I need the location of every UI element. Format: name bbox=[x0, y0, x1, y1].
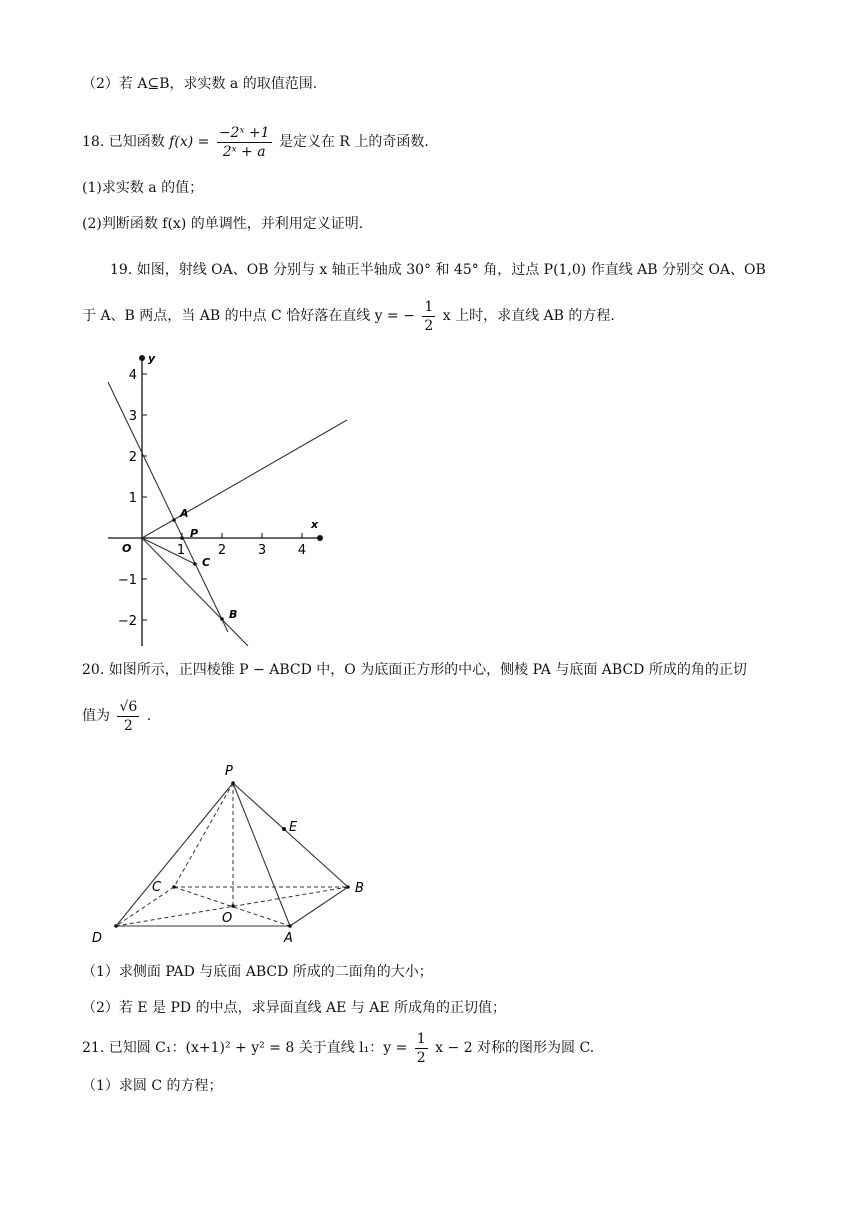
q20-line2-suffix: . bbox=[146, 708, 152, 724]
y-axis-arrow bbox=[139, 355, 145, 361]
q20-fraction bbox=[117, 698, 139, 735]
q20-frac-denominator: 2 bbox=[123, 717, 133, 734]
q21-stem-prefix: 21. 已知圆 C₁：(x+1)² + y² = 8 关于直线 l₁：y = bbox=[82, 1040, 408, 1056]
pyramid-label-D: D bbox=[92, 931, 103, 946]
q21-stem-suffix: x − 2 对称的图形为圆 C. bbox=[435, 1040, 595, 1056]
x-tick-2: 2 bbox=[217, 543, 227, 558]
point-label-A: A bbox=[180, 507, 189, 520]
q19-line2 bbox=[82, 296, 615, 336]
point-label-O: O bbox=[122, 542, 132, 555]
q19-coordinate-graph bbox=[100, 350, 360, 650]
q20-pyramid-figure bbox=[85, 758, 375, 950]
q20-line2-prefix: 值为 bbox=[82, 708, 110, 724]
point-label-C: C bbox=[202, 556, 211, 569]
x-tick-4: 4 bbox=[297, 543, 307, 558]
q18-frac-denominator: 2ˣ + a bbox=[222, 143, 266, 160]
q19-line2-suffix: x 上时，求直线 AB 的方程. bbox=[442, 308, 615, 324]
q18-frac-numerator: −2ˣ +1 bbox=[218, 124, 270, 141]
y-tick-3: 3 bbox=[128, 409, 137, 424]
x-tick-3: 3 bbox=[257, 543, 267, 558]
q21-frac-numerator: 1 bbox=[416, 1030, 426, 1047]
q20-part1: （1）求侧面 PAD 与底面 ABCD 所成的二面角的大小； bbox=[82, 964, 433, 980]
y-tick-neg2: −2 bbox=[117, 614, 137, 629]
x-axis-arrow bbox=[317, 535, 323, 541]
q19-frac-denominator: 2 bbox=[424, 317, 434, 334]
line-AB bbox=[108, 382, 228, 632]
q18-stem-prefix: 18. 已知函数 bbox=[82, 134, 165, 150]
y-tick-4: 4 bbox=[128, 368, 137, 383]
pyramid-label-C: C bbox=[152, 880, 162, 895]
q18-part1: (1)求实数 a 的值； bbox=[82, 180, 204, 196]
q18-stem bbox=[82, 122, 429, 162]
pyramid-label-E: E bbox=[289, 820, 298, 835]
q18-stem-suffix: 是定义在 R 上的奇函数. bbox=[278, 134, 429, 150]
q17-part2: （2）若 A⊆B，求实数 a 的取值范围. bbox=[82, 76, 318, 92]
y-tick-neg1: −1 bbox=[117, 573, 137, 588]
pyramid-label-O: O bbox=[222, 911, 233, 926]
q18-func-lhs: f(x) = bbox=[169, 134, 210, 150]
q19-line1: 19. 如图，射线 OA、OB 分别与 x 轴正半轴成 30° 和 45° 角，过点 P(1,0) 作直线 AB 分别交 OA、OB bbox=[110, 262, 766, 278]
pyramid-label-B: B bbox=[355, 881, 364, 896]
q19-fraction bbox=[422, 298, 435, 335]
q18-part2: (2)判断函数 f(x) 的单调性，并利用定义证明. bbox=[82, 216, 364, 232]
point-label-P: P bbox=[190, 527, 199, 540]
q20-line1: 20. 如图所示，正四棱锥 P − ABCD 中，O 为底面正方形的中心，侧棱 PA 与底面 ABCD 所成的角的正切 bbox=[82, 662, 747, 678]
q21-part1: （1）求圆 C 的方程； bbox=[82, 1078, 223, 1094]
q20-line2 bbox=[82, 694, 151, 738]
q20-frac-numerator: √6 bbox=[119, 698, 138, 715]
ray-OB bbox=[142, 538, 248, 646]
pyramid-label-P: P bbox=[225, 764, 233, 779]
x-axis-label: x bbox=[311, 518, 319, 531]
q21-frac-denominator: 2 bbox=[416, 1049, 426, 1066]
x-tick-1: 1 bbox=[176, 543, 186, 558]
pyramid-label-A: A bbox=[284, 931, 293, 946]
q19-line2-prefix: 于 A、B 两点，当 AB 的中点 C 恰好落在直线 y = − bbox=[82, 308, 415, 324]
q21-stem bbox=[82, 1026, 594, 1070]
q21-fraction bbox=[415, 1030, 428, 1067]
y-tick-2: 2 bbox=[128, 450, 137, 465]
q20-part2: （2）若 E 是 PD 的中点，求异面直线 AE 与 AE 所成角的正切值； bbox=[82, 1000, 507, 1016]
line-OC bbox=[142, 538, 195, 564]
q19-frac-numerator: 1 bbox=[424, 298, 434, 315]
q18-fraction bbox=[217, 124, 272, 161]
point-label-B: B bbox=[229, 608, 238, 621]
y-tick-1: 1 bbox=[128, 491, 137, 506]
y-axis-label: y bbox=[148, 352, 156, 365]
